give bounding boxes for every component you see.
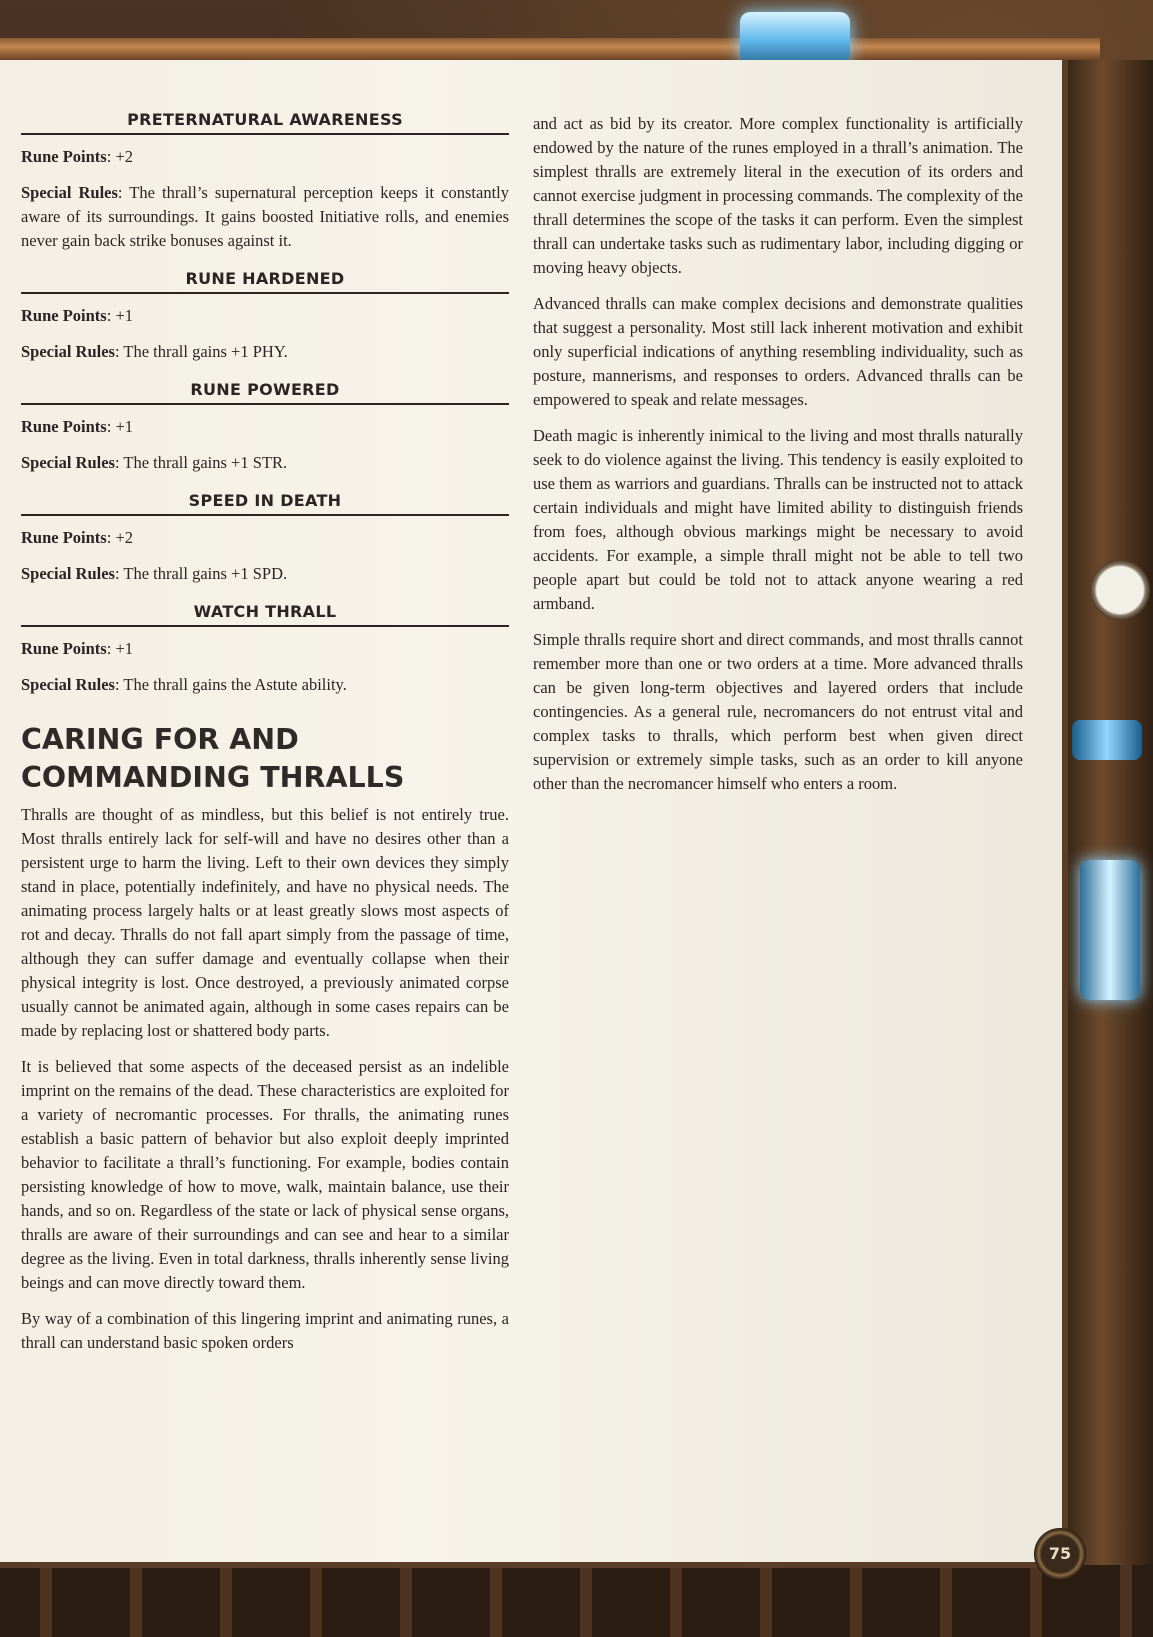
rune-points-value: : +2 [106,147,133,166]
section-title-line1: CARING FOR AND [21,723,299,756]
special-rules-text: : The thrall gains the Astute ability. [114,675,347,694]
special-rules-label: Special Rules [21,675,115,694]
rule-entry [21,110,509,253]
glowing-tube-decoration [1080,860,1140,1000]
rune-points-label: Rune Points [21,147,107,166]
rule-heading: SPEED IN DEATH [21,491,509,516]
rune-points-value: : +1 [106,417,133,436]
rune-points-value: : +1 [106,306,133,325]
special-rules-text: : The thrall gains +1 SPD. [114,564,288,583]
section-title-line2: COMMANDING THRALLS [21,761,405,794]
section-title [21,721,509,797]
special-rules-line [21,673,509,697]
rule-entry [21,491,509,586]
right-column [533,112,1023,808]
special-rules-line [21,562,509,586]
special-rules-text: : The thrall gains +1 STR. [114,453,288,472]
rune-points-line [21,145,509,169]
rune-points-value: : +1 [106,639,133,658]
rune-points-label: Rune Points [21,306,107,325]
rule-entry [21,269,509,364]
special-rules-label: Special Rules [21,453,115,472]
special-rules-label: Special Rules [21,564,115,583]
body-paragraph: Advanced thralls can make complex decisions and demonstrate qualities that suggest a personality. Most still lack inherent motivation and exhibit only superficial indications of anything resembling individuality, such as posture, mannerisms, and responses to orders. Advanced thralls can be empowered to speak and relate messages. [533,294,1023,409]
rune-points-line [21,637,509,661]
rule-heading: RUNE HARDENED [21,269,509,294]
special-rules-line [21,451,509,475]
special-rules-text: : The thrall’s supernatural perception keeps it constantly aware of its surroundings. It gains boosted Initiative rolls, and enemies never gain back strike bonuses against it. [21,183,509,250]
rule-entry [21,602,509,697]
machinery-rail-decoration [1068,60,1153,1580]
body-paragraph: and act as bid by its creator. More complex functionality is artificially endowed by the nature of the runes employed in a thrall’s animation. The simplest thralls are extremely literal in the execution of its orders and cannot exercise judgment in processing commands. The complexity of the thrall determines the scope of the tasks it can perform. Even the simplest thrall can undertake tasks such as rudimentary labor, including digging or moving heavy objects. [533,114,1023,277]
rule-heading: WATCH THRALL [21,602,509,627]
rule-heading: PRETERNATURAL AWARENESS [21,110,509,135]
rune-points-line [21,415,509,439]
gauge-icon [1090,560,1150,620]
glowing-tube-decoration [740,12,850,64]
rune-points-label: Rune Points [21,639,107,658]
rune-points-label: Rune Points [21,417,107,436]
rune-points-value: : +2 [106,528,133,547]
rune-points-line [21,304,509,328]
rule-heading: RUNE POWERED [21,380,509,405]
special-rules-line [21,181,509,253]
body-paragraph: By way of a combination of this lingering imprint and animating runes, a thrall can understand basic spoken orders [21,1309,509,1352]
body-paragraph: Thralls are thought of as mindless, but this belief is not entirely true. Most thralls entirely lack for self-will and have no desires other than a persistent urge to harm the living. Left to their own devices they simply stand in place, potentially indefinitely, and have no physical needs. The animating process largely halts or at least greatly slows most aspects of rot and decay. Thralls do not fall apart simply from the passage of time, although they can suffer damage and eventually collapse when their physical integrity is lost. Once destroyed, a previously animated corpse usually cannot be animated again, although in some cases repairs can be made by replacing lost or shattered body parts. [21,805,509,1040]
special-rules-label: Special Rules [21,342,115,361]
pipe-decoration [0,38,1100,62]
special-rules-line [21,340,509,364]
body-paragraph: It is believed that some aspects of the deceased persist as an indelible imprint on the remains of the dead. These characteristics are exploited for a variety of necromantic processes. For thralls, the animating runes establish a basic pattern of behavior but also exploit deeply imprinted behavior to facilitate a thrall’s functioning. For example, bodies contain persisting knowledge of how to move, walk, maintain balance, use their hands, and so on. Regardless of the state or lack of physical sense organs, thralls are aware of their surroundings and can see and hear to a similar degree as the living. Even in total darkness, thralls inherently sense living beings and can move directly toward them. [21,1057,509,1292]
glowing-tube-decoration [1072,720,1142,760]
special-rules-text: : The thrall gains +1 PHY. [114,342,288,361]
machinery-band-decoration [0,1565,1153,1637]
page-number: 75 [1034,1528,1086,1580]
rune-points-label: Rune Points [21,528,107,547]
body-paragraph: Death magic is inherently inimical to the living and most thralls naturally seek to do violence against the living. This tendency is easily exploited to use them as warriors and guardians. Thralls can be instructed not to attack certain individuals and might have limited ability to distinguish friends from foes, although obvious markings might be necessary to avoid accidents. For example, a simple thrall might not be able to tell two people apart but could be told not to attack anyone wearing a red armband. [533,426,1023,613]
body-paragraph: Simple thralls require short and direct commands, and most thralls cannot remember more than one or two orders at a time. More advanced thralls can be given long-term objectives and layered orders that include contingencies. As a general rule, necromancers do not entrust vital and complex tasks to thralls, which perform best when given direct supervision or extremely simple tasks, such as an order to kill anyone other than the necromancer himself who enters a room. [533,630,1023,793]
rule-entry [21,380,509,475]
left-column [21,110,509,1367]
rune-points-line [21,526,509,550]
book-page [0,60,1068,1568]
special-rules-label: Special Rules [21,183,118,202]
